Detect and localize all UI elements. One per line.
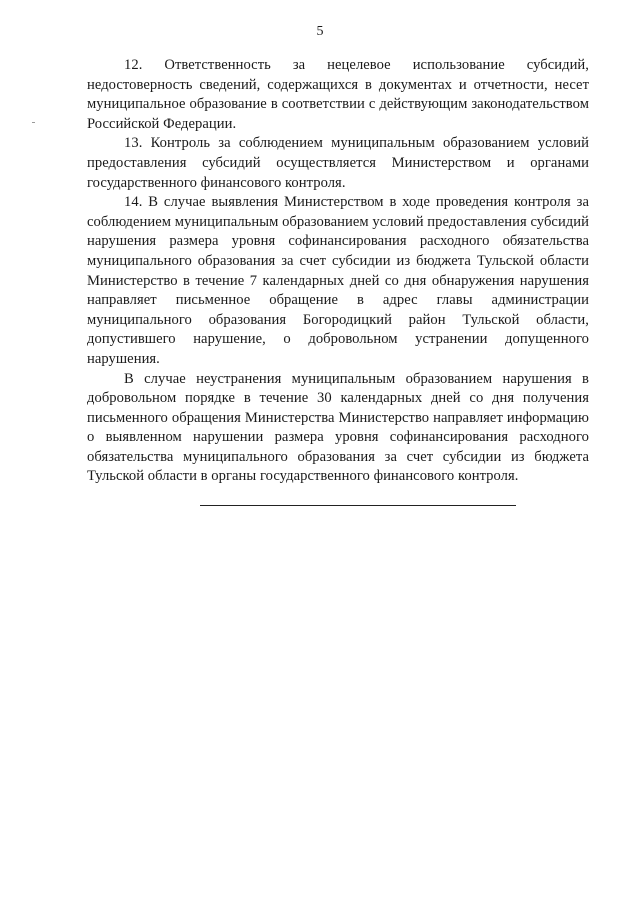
paragraph-14-violation-detection: 14. В случае выявления Министерством в ходе проведения контроля за соблюдением муниципальным образованием условий предоставления субсидий нарушения размера уровня софинансирования расходного обязательства муниципального образования за счет субсидии из бюджета Тульской области Министерство в течение 7 календарных дней со дня обнаружения нарушения направляет письменное обращение в адрес главы администрации муниципального образования Богородицкий район Тульской области, допустившего нарушение, о добровольном устранении допущенного нарушения. (87, 194, 590, 367)
paragraph-13-control: 13. Контроль за соблюдением муниципальным образованием условий предоставления субсидий осуществляется Министерством и органами государственного финансового контроля. (87, 135, 589, 191)
end-of-document-rule (200, 505, 516, 506)
page-number: 5 (316, 24, 324, 39)
scan-artifact-mark (32, 122, 35, 123)
paragraph-non-remediation: В случае неустранения муниципальным образованием нарушения в добровольном порядке в течение 30 календарных дней со дня получения письменного обращения Министерства Министерство направляет информацию о выявленном нарушении размера уровня софинансирования расходного обязательства муниципального образования за счет субсидии из бюджета Тульской области в органы государственного финансового контроля. (87, 370, 589, 485)
document-body (87, 56, 589, 487)
paragraph-12-responsibility: 12. Ответственность за нецелевое использование субсидий, недостоверность сведений, содержащихся в документах и отчетности, несет муниципальное образование в соответствии с действующим законодательством Российской Федерации. (87, 57, 589, 132)
